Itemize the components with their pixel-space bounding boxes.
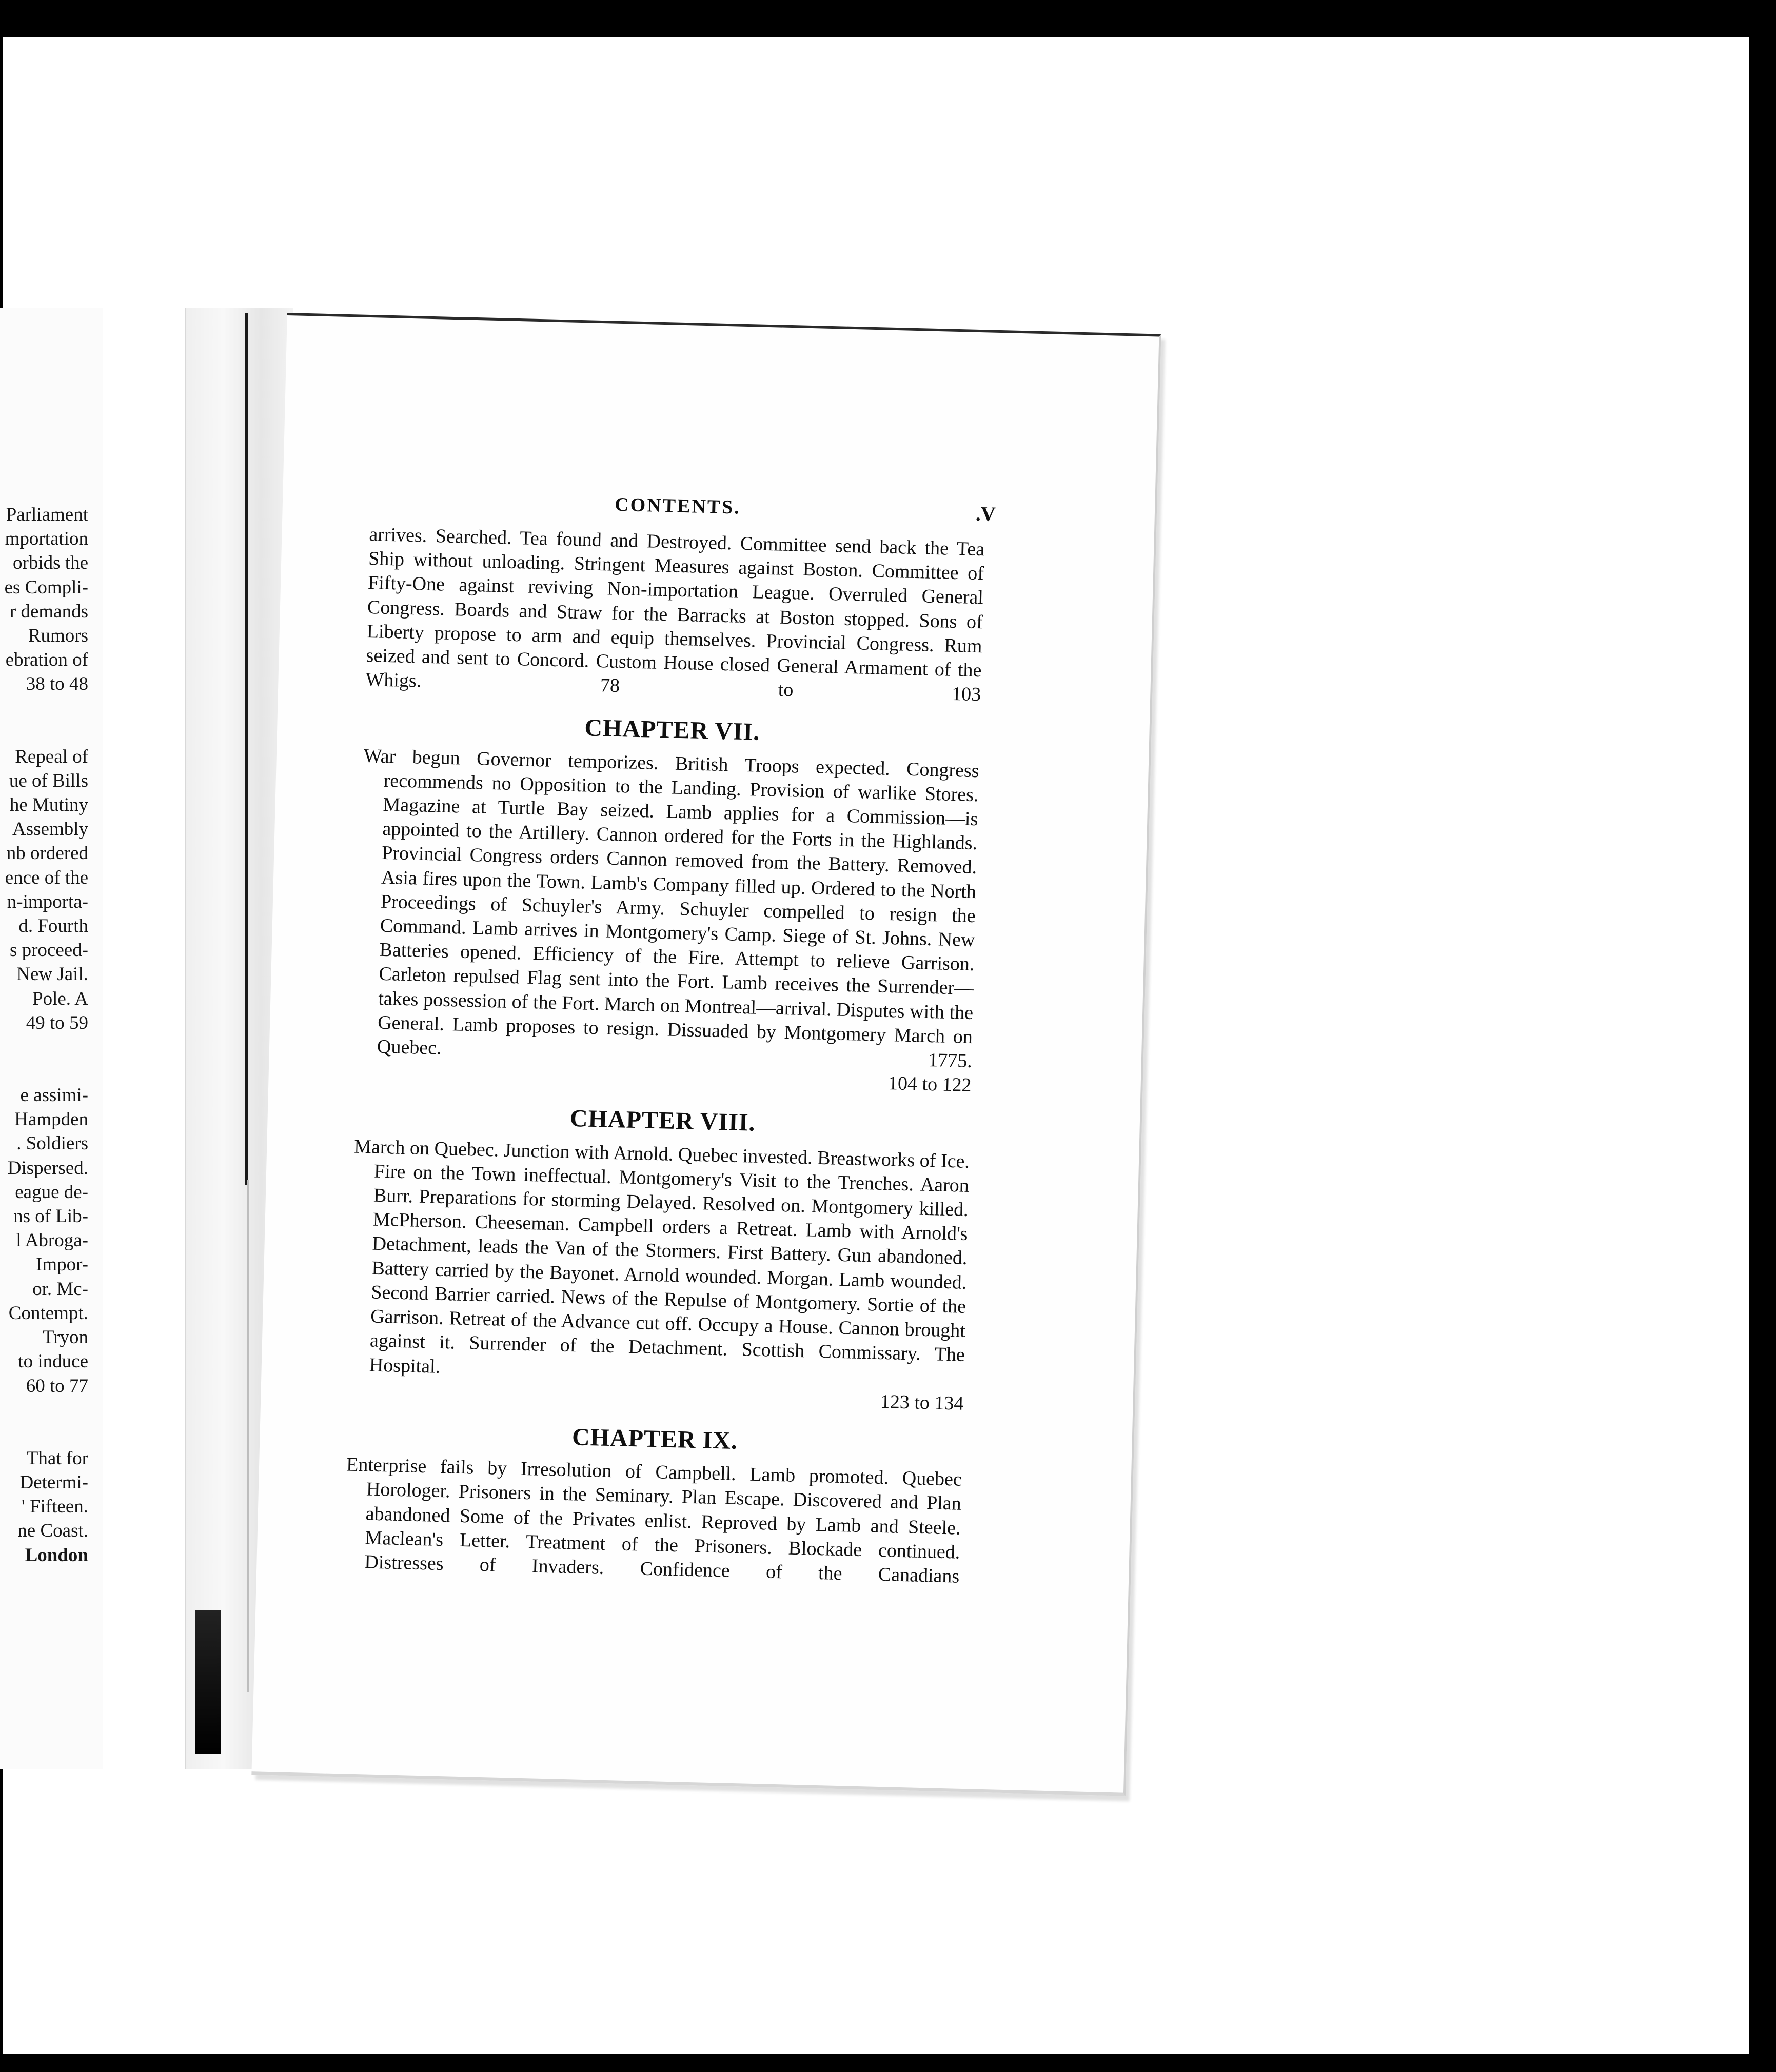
scan-border-top [0,0,1776,37]
fragment: ne Coast. [17,1520,88,1542]
fragment: Parliament [6,504,88,525]
chapter-summary: War begun Governor temporizes. British Troops expected. Congress recommends no Opposition to the Landing. Provision of warlike Stores. Magazine at Turtle Bay seized. Lamb applies for a Commission—is appointed to the Artillery. Cannon ordered for the Forts in the Highlands. Provincial Congress orders Cannon removed from the Battery. Removed. Asia fires upon the Town. Lamb's Company filled up. Ordered to the North Proceedings of Schuyler's Army. Schuyler compelled to resign the Command. Lamb arrives in Montgomery's Camp. Siege of St. Johns. New Batteries opened. Efficiency of the Fire. Attempt to relieve Garrison. Carleton repulsed Flag sent into the Fort. Lamb receives the Surrender—takes possession of the Fort. March on Montreal—arrival. Disputes with the General. Lamb proposes to resign. Dissuaded by Montgomery March on Quebec. 1775. [363,745,980,1072]
fragment: Tryon [42,1327,88,1348]
fragment: Assembly [12,819,88,840]
fragment: d. Fourth [18,915,88,937]
binding-shadow [195,1610,221,1754]
binding-edge [245,313,248,1185]
fragment: e assimi- [20,1085,88,1106]
fragment: eague de- [15,1181,88,1203]
chapter-pages: 104 to 122 [887,1072,972,1097]
fragment: to induce [18,1351,88,1372]
entry-text: arrives. Searched. Tea found and Destroyed. Committee send back the Tea Ship without unloading. Stringent Measures against Boston. Committee of Fifty-One against reviving Non-importation League. Overruled General Congress. Boards and Straw for the Barracks at Boston stopped. Sons of Liberty propose to arm and equip themselves. Provincial Congress. Rum seized and sent to Concord. Custom House closed General Armament of the Whigs. [365,524,985,692]
left-page [0,308,103,1769]
left-page-text-fragments [0,503,88,1567]
fragment: That for [26,1447,88,1469]
fragment: Repeal of [15,746,88,767]
chapter-summary: Enterprise fails by Irresolution of Campbell. Lamb promoted. Quebec Horologer. Prisoners in the Seminary. Plan Escape. Discovered and Plan abandoned Some of the Privates enlist. Reproved by Lamb and Steele. Maclean's Letter. Treatment of the Prisoners. Blockade continued. Distresses of Invaders. Confidence of the Canadians [346,1453,962,1587]
contents-text-block [344,487,996,1589]
fragment: Pole. A [32,988,88,1009]
fragment: Determi- [19,1471,88,1493]
chapter-heading: CHAPTER VII. [584,714,760,746]
fragment: Rumors [28,625,88,647]
fragment: Hampden [14,1109,88,1130]
fragment: s proceed- [9,940,88,961]
fragment: l Abroga- [16,1230,88,1251]
running-title: CONTENTS. [614,493,741,519]
page-number: .V [975,502,996,526]
fragment: 60 to 77 [26,1375,88,1397]
fragment: n-importa- [7,891,88,912]
fragment: Impor- [35,1254,88,1276]
fragment: he Mutiny [9,794,88,816]
chapter-heading: CHAPTER IX. [571,1423,738,1455]
chapter-summary: March on Quebec. Junction with Arnold. Quebec invested. Breastworks of Ice. Fire on the Town ineffectual. Montgomery's Visit to the Trenches. Aaron Burr. Preparations for storming Delayed. Resolved on. Montgomery killed. McPherson. Cheeseman. Campbell orders a Retreat. Lamb with Arnold's Detachment, leads the Van of the Stormers. First Battery. Gun abandoned. Battery carried by the Bayonet. Arnold wounded. Morgan. Lamb wounded. Second Barrier carried. News of the Repulse of Montgomery. Sortie of the Garrison. Retreat of the Advance cut off. Occupy a House. Cannon brought against it. Surrender of the Detachment. Scottish Commissary. The Hospital. [353,1135,970,1378]
binding-edge-lower [247,1180,249,1692]
scan-border-bottom [0,2054,1776,2072]
contents-page [251,313,1161,1796]
fragment: London [25,1544,88,1566]
fragment: 49 to 59 [26,1012,88,1033]
fragment: or. Mc- [32,1278,88,1300]
entry-pages: 78 to 103 [600,674,981,706]
fragment: nb ordered [6,843,88,864]
fragment: r demands [9,601,88,622]
fragment: Contempt. [8,1302,88,1324]
chapter-heading: CHAPTER VIII. [569,1105,756,1137]
fragment: New Jail. [16,964,88,985]
scan-border-right [1749,0,1776,2072]
fragment: ns of Lib- [13,1206,88,1227]
fragment: ebration of [5,649,88,671]
chapter-pages: 123 to 134 [880,1390,964,1414]
fragment: es Compli- [4,576,88,598]
fragment: Dispersed. [7,1157,88,1179]
contents-entry-continuation [365,523,985,707]
fragment: orbids the [13,552,88,574]
fragment: mportation [5,528,88,550]
fragment: ' Fifteen. [22,1496,88,1518]
fragment: ence of the [5,867,88,888]
fragment: ue of Bills [9,770,88,791]
fragment: . Soldiers [16,1133,88,1154]
fragment: 38 to 48 [26,673,88,695]
